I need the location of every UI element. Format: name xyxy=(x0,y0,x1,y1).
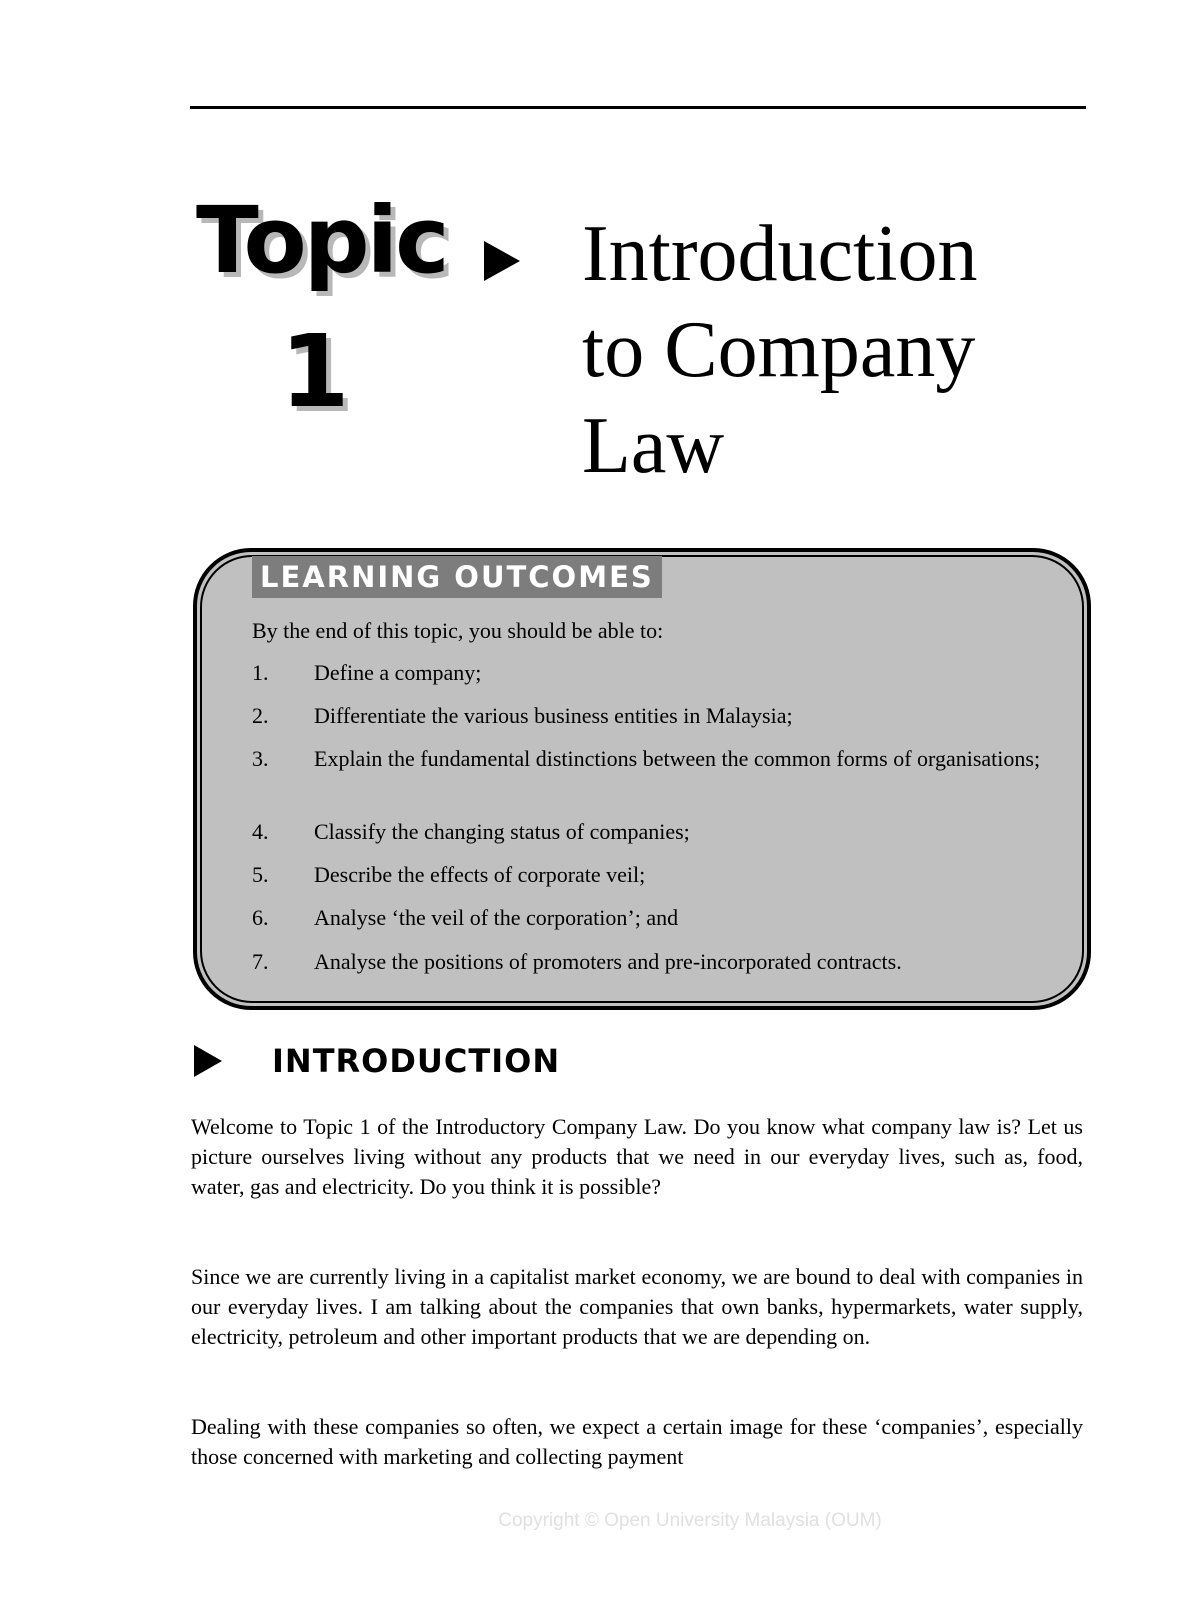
outcome-number: 5. xyxy=(252,862,269,887)
title-arrow-icon xyxy=(484,241,520,281)
learning-outcomes-intro: By the end of this topic, you should be able to: xyxy=(252,618,664,643)
outcome-number: 6. xyxy=(252,905,269,930)
body-paragraph: Since we are currently living in a capitalist market economy, we are bound to deal with companies in our everyday lives. I am talking about the companies that own banks, hypermarkets, water supply, electricity, petroleum and other important products that we are depending on. xyxy=(191,1264,1083,1349)
outcome-number: 3. xyxy=(252,746,269,771)
topic-title xyxy=(582,206,1062,494)
outcome-text: Differentiate the various business entities in Malaysia; xyxy=(314,703,793,728)
outcome-item xyxy=(252,817,1072,847)
learning-outcomes-heading: LEARNING OUTCOMES xyxy=(252,556,662,598)
outcome-text: Classify the changing status of companies; xyxy=(314,819,690,844)
outcome-number: 2. xyxy=(252,703,269,728)
outcome-item xyxy=(252,744,1072,774)
section-arrow-icon xyxy=(194,1045,222,1077)
topic-number: 1 xyxy=(280,313,350,430)
outcome-text: Define a company; xyxy=(314,660,482,685)
outcome-number: 7. xyxy=(252,949,269,974)
body-paragraph: Welcome to Topic 1 of the Introductory Company Law. Do you know what company law is? Let us picture ourselves living without any products that we need in our everyday lives, such as, food, water, gas and electricity. Do you think it is possible? xyxy=(191,1114,1083,1199)
outcome-number: 1. xyxy=(252,660,269,685)
section-heading: INTRODUCTION xyxy=(272,1042,561,1080)
outcome-text: Analyse ‘the veil of the corporation’; and xyxy=(314,905,679,930)
outcome-text: Analyse the positions of promoters and pre-incorporated contracts. xyxy=(314,949,902,974)
copyright-watermark: Copyright © Open University Malaysia (OUM) xyxy=(498,1510,882,1531)
topic-title-line: Introduction xyxy=(582,210,978,298)
body-paragraph: Dealing with these companies so often, we expect a certain image for these ‘companies’, especially those concerned with marketing and collecting payment xyxy=(191,1414,1083,1469)
outcome-item xyxy=(252,860,1072,890)
top-rule xyxy=(190,106,1086,109)
topic-title-line: to Company xyxy=(582,306,976,394)
outcome-item xyxy=(252,903,1072,933)
topic-label: Topic xyxy=(196,187,447,294)
outcome-text: Explain the fundamental distinctions between the common forms of organisations; xyxy=(314,746,1041,771)
outcome-item xyxy=(252,658,1072,688)
outcome-text: Describe the effects of corporate veil; xyxy=(314,862,646,887)
outcome-item xyxy=(252,701,1072,731)
outcome-item xyxy=(252,947,1072,977)
outcome-number: 4. xyxy=(252,819,269,844)
topic-title-line: Law xyxy=(582,402,725,490)
